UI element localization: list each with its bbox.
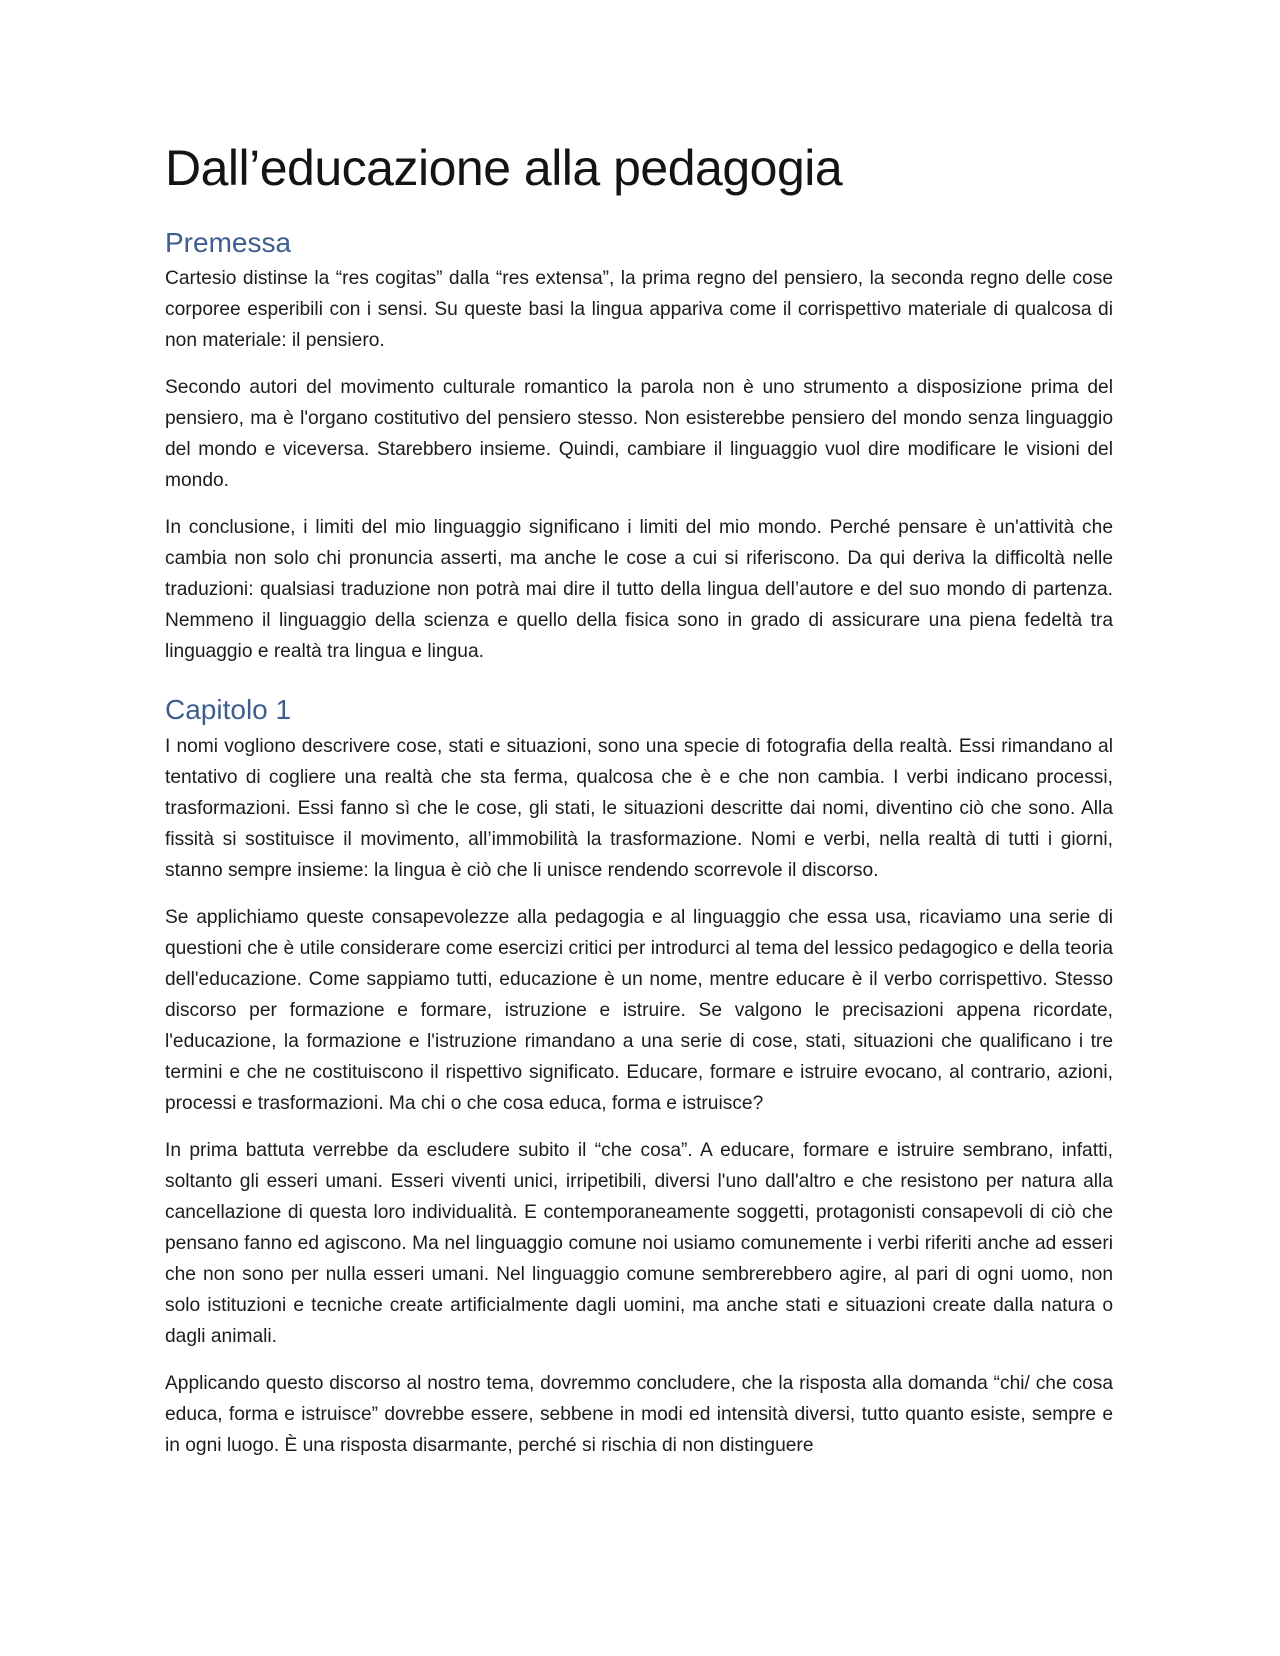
document-title: Dall’educazione alla pedagogia (165, 140, 843, 196)
section-capitolo-1 (165, 693, 1113, 1461)
document-page (165, 140, 1113, 1479)
paragraph: In conclusione, i limiti del mio linguaggio significano i limiti del mio mondo. Perché pensare è un'attività che cambia non solo chi pronuncia asserti, ma anche le cose a cui si riferiscono. Da qui deriva la difficoltà nelle traduzioni: qualsiasi traduzione non potrà mai dire il tutto della lingua dell’autore e del suo mondo di partenza. Nemmeno il linguaggio della scienza e quello della fisica sono in grado di assicurare una piena fedeltà tra linguaggio e realtà tra lingua e lingua. (165, 517, 1113, 663)
paragraph: In prima battuta verrebbe da escludere subito il “che cosa”. A educare, formare e istruire sembrano, infatti, soltanto gli esseri umani. Esseri viventi unici, irripetibili, diversi l'uno dall'altro e che resistono per natura alla cancellazione di questa loro individualità. E contemporaneamente soggetti, protagonisti consapevoli di ciò che pensano fanno ed agiscono. Ma nel linguaggio comune noi usiamo comunemente i verbi riferiti anche ad esseri che non sono per nulla esseri umani. Nel linguaggio comune sembrerebbero agire, al pari di ogni uomo, non solo istituzioni e tecniche create artificialmente dagli uomini, ma anche stati e situazioni create dalla natura o dagli animali. (165, 1139, 1113, 1347)
section-heading: Capitolo 1 (165, 694, 292, 726)
paragraph: Applicando questo discorso al nostro tema, dovremmo concludere, che la risposta alla domanda “chi/ che cosa educa, forma e istruisce” dovrebbe essere, sebbene in modi ed intensità diversi, tutto quanto esiste, sempre e in ogni luogo. È una risposta disarmante, perché si rischia di non distinguere (165, 1372, 1113, 1456)
paragraph: Cartesio distinse la “res cogitas” dalla “res extensa”, la prima regno del pensiero, la seconda regno delle cose corporee esperibili con i sensi. Su queste basi la lingua appariva come il corrispettivo materiale di qualcosa di non materiale: il pensiero. (165, 268, 1113, 352)
paragraph: I nomi vogliono descrivere cose, stati e situazioni, sono una specie di fotografia della realtà. Essi rimandano al tentativo di cogliere una realtà che sta ferma, qualcosa che è e che non cambia. I verbi indicano processi, trasformazioni. Essi fanno sì che le cose, gli stati, le situazioni descritte dai nomi, diventino ciò che sono. Alla fissità si sostituisce il movimento, all’immobilità la trasformazione. Nomi e verbi, nella realtà di tutti i giorni, stanno sempre insieme: la lingua è ciò che li unisce rendendo scorrevole il discorso. (165, 735, 1113, 881)
section-heading: Premessa (165, 226, 292, 258)
paragraph: Se applichiamo queste consapevolezze alla pedagogia e al linguaggio che essa usa, ricaviamo una serie di questioni che è utile considerare come esercizi critici per introdurci al tema del lessico pedagogico e della teoria dell'educazione. Come sappiamo tutti, educazione è un nome, mentre educare è il verbo corrispettivo. Stesso discorso per formazione e formare, istruzione e istruire. Se valgono le precisazioni appena ricordate, l'educazione, la formazione e l'istruzione rimandano a una serie di cose, stati, situazioni che qualificano i tre termini e che ne costituiscono il rispettivo significato. Educare, formare e istruire evocano, al contrario, azioni, processi e trasformazioni. Ma chi o che cosa educa, forma e istruisce? (165, 906, 1113, 1114)
section-premessa (165, 226, 1113, 668)
paragraph: Secondo autori del movimento culturale romantico la parola non è uno strumento a disposizione prima del pensiero, ma è l'organo costitutivo del pensiero stesso. Non esisterebbe pensiero del mondo senza linguaggio del mondo e viceversa. Starebbero insieme. Quindi, cambiare il linguaggio vuol dire modificare le visioni del mondo. (165, 377, 1113, 492)
